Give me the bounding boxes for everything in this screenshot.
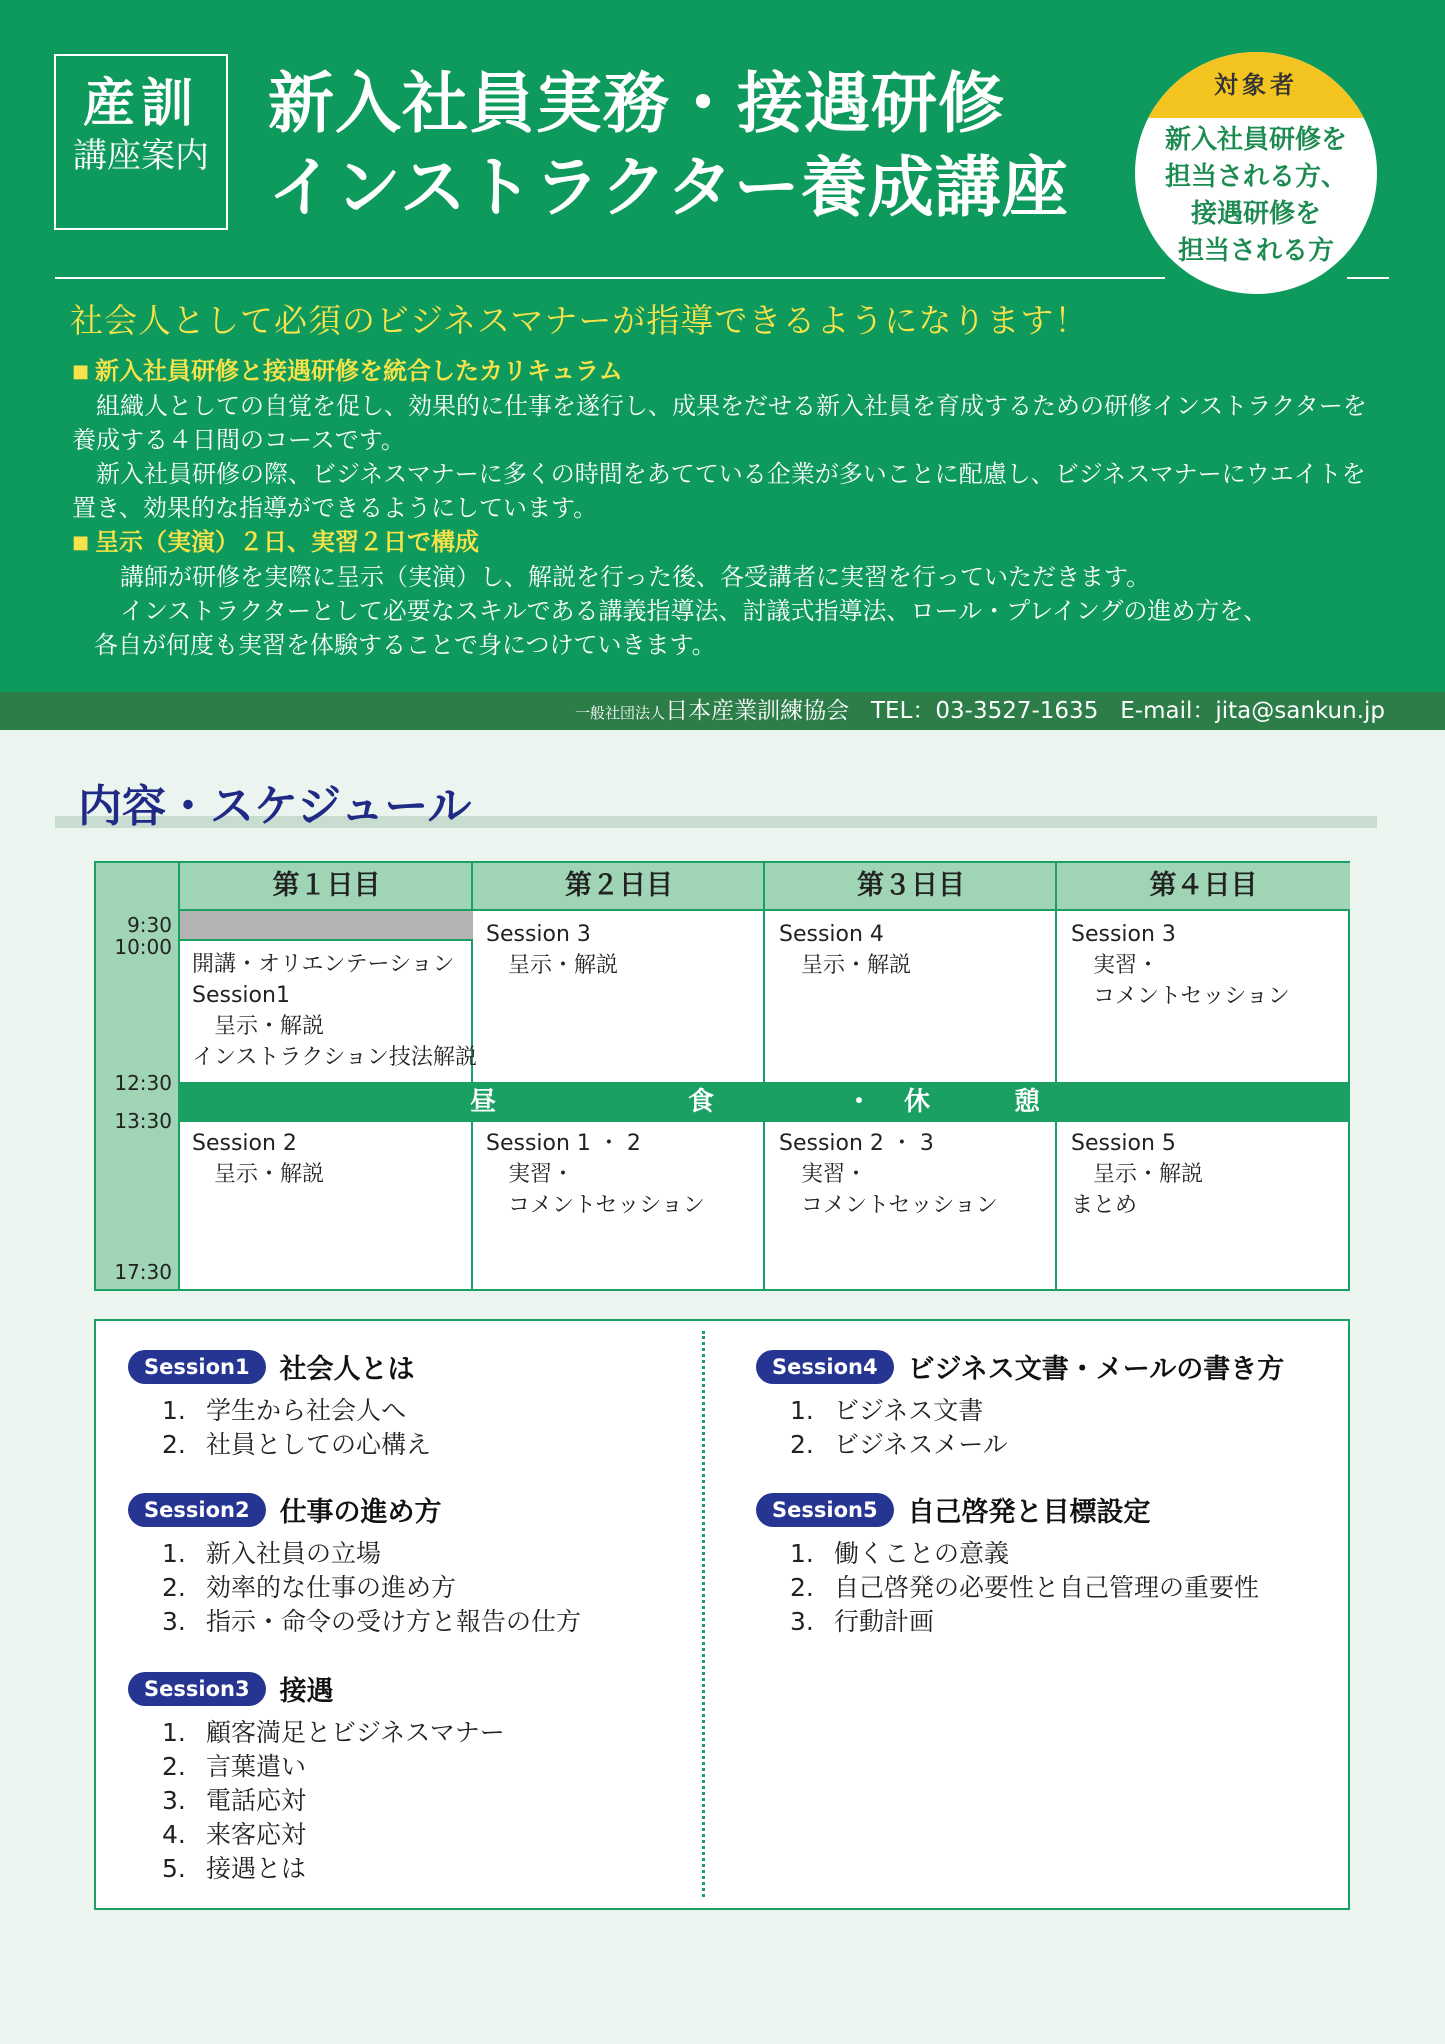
- day3-pm-cell: [779, 1128, 998, 1221]
- list-item: 2. 言葉遣い: [162, 1752, 307, 1781]
- section-title: 内容・スケジュール: [78, 781, 472, 832]
- session-details: [94, 1319, 1350, 1910]
- time-label: 17:30: [114, 1260, 172, 1284]
- session-title: 仕事の進め方: [279, 1497, 442, 1528]
- desc-paragraph: 組織人としての自覚を促し、効果的に仕事を遂行し、成果をだせる新入社員を育成するための研修インストラクターを養成する４日間のコースです。: [72, 392, 1367, 454]
- day4-pm-cell: [1071, 1128, 1203, 1221]
- contact-email[interactable]: E-mail：jita@sankun.jp: [1120, 698, 1385, 724]
- session-title: 接遇: [279, 1676, 334, 1707]
- day-header: 第１日目: [180, 863, 473, 911]
- cell-line: 呈示・解説: [508, 953, 619, 978]
- day2-am-cell: [486, 919, 618, 981]
- session-label: Session2: [128, 1493, 266, 1527]
- session-title: ビジネス文書・メールの書き方: [907, 1354, 1285, 1385]
- cell-line: コメントセッション: [508, 1193, 705, 1218]
- lead-text: 社会人として必須のビジネスマナーが指導できるようになります！: [70, 301, 1089, 340]
- session-items: [128, 1394, 431, 1462]
- list-item: 1. 働くことの意義: [790, 1539, 1010, 1568]
- org-type: 一般社団法人: [575, 704, 666, 722]
- cell-line: Session 2 ・ 3: [779, 1131, 934, 1156]
- cell-line: 呈示・解説: [801, 953, 912, 978]
- session-items: [756, 1537, 1259, 1639]
- list-item: 2. 自己啓発の必要性と自己管理の重要性: [790, 1573, 1260, 1602]
- cell-line: Session 2: [192, 1131, 297, 1156]
- cell-line: 実習・: [508, 1162, 575, 1187]
- list-item: 5. 接遇とは: [162, 1854, 307, 1883]
- day4-am-cell: [1071, 919, 1290, 1012]
- list-item: 1. 顧客満足とビジネスマナー: [162, 1718, 505, 1747]
- header-divider: [55, 277, 1165, 279]
- session-block: [756, 1347, 1284, 1462]
- cell-line: Session 3: [486, 922, 591, 947]
- badge-line2: 講座案内: [73, 136, 209, 176]
- time-label: 10:00: [114, 935, 172, 959]
- column-divider: [763, 863, 765, 1289]
- session-title: 自己啓発と目標設定: [907, 1497, 1151, 1528]
- desc-heading: ■ 呈示（実演）２日、実習２日で構成: [72, 528, 480, 556]
- cell-line: 呈示・解説: [1093, 1162, 1204, 1187]
- lunch-char: 食: [688, 1087, 715, 1117]
- target-line: 担当される方、: [1164, 162, 1347, 192]
- day-header: 第２日目: [473, 863, 765, 911]
- session-label: Session4: [756, 1350, 894, 1384]
- list-item: 3. 行動計画: [790, 1607, 935, 1636]
- target-line: 接遇研修を: [1190, 199, 1321, 229]
- cell-line: Session 4: [779, 922, 884, 947]
- list-item: 1. 学生から社会人へ: [162, 1396, 407, 1425]
- time-label: 13:30: [114, 1109, 172, 1133]
- time-label: 9:30: [127, 913, 172, 937]
- cell-line: Session 3: [1071, 922, 1176, 947]
- cell-line: Session 1 ・ 2: [486, 1131, 641, 1156]
- day-header: 第４日目: [1057, 863, 1350, 911]
- desc-paragraph: 講師が研修を実際に呈示（実演）し、解説を行った後、各受講者に実習を行っていただきます。: [120, 563, 1151, 591]
- target-line: 担当される方: [1177, 236, 1334, 266]
- session-block: [756, 1490, 1259, 1639]
- list-item: 2. 効率的な仕事の進め方: [162, 1573, 457, 1602]
- lunch-break-bar: [180, 1082, 1350, 1122]
- desc-paragraph: インストラクターとして必要なスキルである講義指導法、討議式指導法、ロール・プレイングの進め方を、: [120, 597, 1268, 625]
- target-description: [1135, 122, 1377, 270]
- target-line: 新入社員研修を: [1164, 125, 1347, 155]
- list-item: 3. 指示・命令の受け方と報告の仕方: [162, 1607, 582, 1636]
- session-block: [128, 1347, 431, 1462]
- page-title: [268, 62, 1069, 230]
- list-item: 4. 来客応対: [162, 1820, 307, 1849]
- cell-line: 実習・: [801, 1162, 868, 1187]
- title-line2: インストラクター養成講座: [268, 149, 1069, 226]
- pre-session-slot: [180, 911, 473, 941]
- cell-line: コメントセッション: [1093, 984, 1290, 1009]
- session-label: Session5: [756, 1493, 894, 1527]
- header-banner: [0, 0, 1445, 692]
- cell-line: 実習・: [1093, 953, 1160, 978]
- list-item: 3. 電話応対: [162, 1786, 307, 1815]
- session-items: [756, 1394, 1284, 1462]
- list-item: 1. 新入社員の立場: [162, 1539, 382, 1568]
- session-items: [128, 1537, 581, 1639]
- course-badge: [54, 54, 228, 230]
- lunch-char: ・: [846, 1087, 873, 1117]
- session-block: [128, 1490, 581, 1639]
- cell-line: コメントセッション: [801, 1193, 998, 1218]
- title-line1: 新入社員実務・接遇研修: [268, 65, 1005, 142]
- column-divider: [1055, 863, 1057, 1289]
- header-divider: [1347, 277, 1389, 279]
- desc-paragraph: 各自が何度も実習を体験することで身につけていきます。: [94, 631, 716, 659]
- day3-am-cell: [779, 919, 911, 981]
- lunch-char: 昼: [470, 1087, 497, 1117]
- target-label: 対象者: [1135, 52, 1377, 118]
- contact-bar: [0, 692, 1445, 730]
- list-item: 1. ビジネス文書: [790, 1396, 984, 1425]
- list-item: 2. 社員としての心構え: [162, 1430, 432, 1459]
- column-divider-dotted: [702, 1331, 705, 1897]
- org-name: 日本産業訓練協会: [665, 698, 850, 724]
- desc-paragraph: 新入社員研修の際、ビジネスマナーに多くの時間をあてている企業が多いことに配慮し、ビジネスマナーにウエイトを置き、効果的な指導ができるようにしています。: [72, 460, 1366, 522]
- session-items: [128, 1716, 505, 1886]
- cell-line: まとめ: [1071, 1193, 1138, 1218]
- badge-line1: 産訓: [82, 74, 199, 134]
- desc-heading-text: 新入社員研修と接遇研修を統合したカリキュラム: [95, 357, 623, 385]
- time-column: [96, 863, 180, 1289]
- target-audience-circle: [1135, 52, 1377, 294]
- session-label: Session3: [128, 1672, 266, 1706]
- cell-line: インストラクション技法解説: [192, 1045, 477, 1070]
- cell-line: 呈示・解説: [214, 1162, 325, 1187]
- cell-line: Session1: [192, 983, 290, 1008]
- day1-pm-cell: [192, 1128, 324, 1190]
- desc-heading: ■ 新入社員研修と接遇研修を統合したカリキュラム: [72, 357, 623, 385]
- contact-tel[interactable]: TEL：03-3527-1635: [871, 698, 1099, 724]
- list-item: 2. ビジネスメール: [790, 1430, 1008, 1459]
- lunch-char: 休: [904, 1087, 931, 1117]
- lunch-char: 憩: [1014, 1087, 1041, 1117]
- day-header: 第３日目: [765, 863, 1057, 911]
- time-label: 12:30: [114, 1071, 172, 1095]
- day1-am-cell: [192, 949, 477, 1073]
- session-block: [128, 1669, 505, 1886]
- session-label: Session1: [128, 1350, 266, 1384]
- cell-line: 開講・オリエンテーション: [192, 952, 455, 977]
- desc-heading-text: 呈示（実演）２日、実習２日で構成: [95, 528, 480, 556]
- schedule-table: [94, 861, 1350, 1291]
- cell-line: 呈示・解説: [214, 1014, 325, 1039]
- session-title: 社会人とは: [279, 1354, 415, 1385]
- course-description: [72, 354, 1382, 662]
- day2-pm-cell: [486, 1128, 705, 1221]
- cell-line: Session 5: [1071, 1131, 1176, 1156]
